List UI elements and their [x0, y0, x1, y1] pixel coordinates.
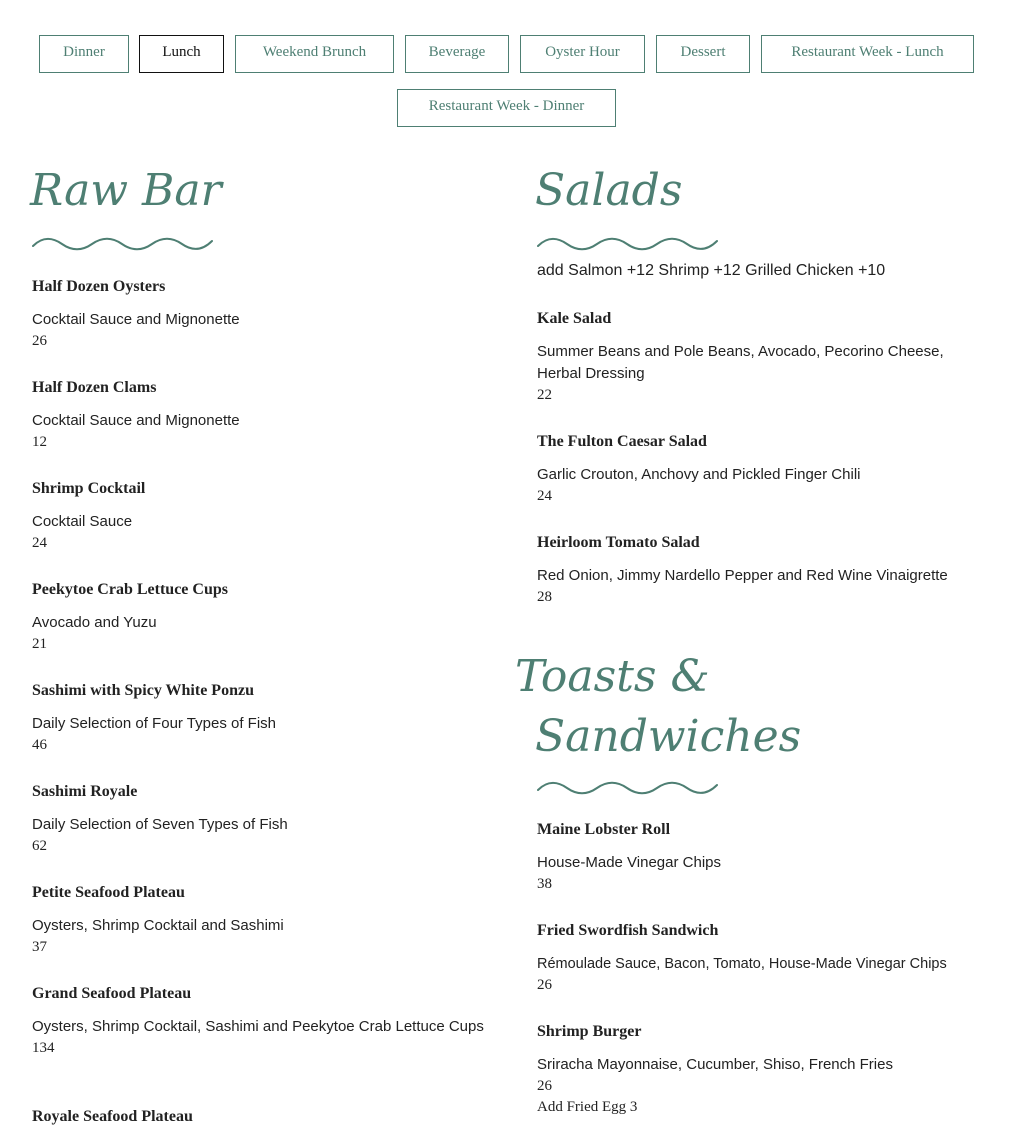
menu-item: [537, 431, 987, 506]
item-description: Red Onion, Jimmy Nardello Pepper and Red Wine Vinaigrette: [537, 567, 948, 584]
item-price: 24: [537, 488, 552, 504]
item-name: Royale Seafood Plateau: [32, 1108, 193, 1125]
item-name: The Fulton Caesar Salad: [537, 433, 707, 450]
item-price: 134: [32, 1040, 55, 1056]
menu-item: [32, 276, 492, 351]
wave-divider-icon: [537, 778, 719, 798]
menu-item: [32, 680, 492, 755]
item-price: 46: [32, 737, 47, 753]
raw-bar-heading: Raw Bar: [30, 165, 222, 216]
item-price: 22: [537, 387, 552, 403]
toasts-heading-line-2: Sandwiches: [535, 711, 802, 762]
menu-item: [537, 920, 992, 995]
tab-beverage[interactable]: Beverage: [405, 35, 509, 73]
tab-oyster-hour[interactable]: Oyster Hour: [520, 35, 645, 73]
item-price: 38: [537, 876, 552, 892]
item-price: 26: [537, 1078, 552, 1094]
tab-dessert[interactable]: Dessert: [656, 35, 750, 73]
item-add-on: Add Fried Egg 3: [537, 1099, 638, 1115]
item-name: Shrimp Cocktail: [32, 480, 146, 497]
tab-dinner[interactable]: Dinner: [39, 35, 129, 73]
tab-restaurant-week-dinner[interactable]: Restaurant Week - Dinner: [397, 89, 616, 127]
item-price: 37: [32, 939, 47, 955]
menu-item: [32, 983, 492, 1058]
item-description: Rémoulade Sauce, Bacon, Tomato, House-Made Vinegar Chips: [537, 956, 947, 972]
menu-item: [32, 478, 492, 553]
menu-item: [537, 532, 987, 607]
menu-item: [537, 819, 992, 894]
menu-item: [537, 1021, 992, 1118]
item-price: 28: [537, 589, 552, 605]
item-description: Cocktail Sauce and Mignonette: [32, 311, 240, 328]
item-name: Sashimi with Spicy White Ponzu: [32, 682, 254, 699]
item-name: Maine Lobster Roll: [537, 821, 671, 838]
toasts-heading-line-1: Toasts &: [515, 651, 710, 702]
menu-item: [32, 377, 492, 452]
tab-restaurant-week-lunch[interactable]: Restaurant Week - Lunch: [761, 35, 974, 73]
item-description: House-Made Vinegar Chips: [537, 854, 721, 871]
item-price: 26: [537, 977, 552, 993]
item-name: Heirloom Tomato Salad: [537, 534, 700, 551]
item-name: Petite Seafood Plateau: [32, 884, 185, 901]
item-price: 26: [32, 333, 47, 349]
tab-lunch[interactable]: Lunch: [139, 35, 224, 73]
item-name: Peekytoe Crab Lettuce Cups: [32, 581, 228, 598]
item-price: 21: [32, 636, 47, 652]
item-description: Avocado and Yuzu: [32, 614, 157, 631]
menu-item: [537, 308, 987, 405]
menu-item: [32, 579, 492, 654]
salads-heading: Salads: [535, 165, 683, 216]
item-description: Daily Selection of Seven Types of Fish: [32, 816, 288, 833]
tab-weekend-brunch[interactable]: Weekend Brunch: [235, 35, 394, 73]
wave-divider-icon: [537, 234, 719, 254]
item-name: Shrimp Burger: [537, 1023, 642, 1040]
item-description: Cocktail Sauce: [32, 513, 133, 530]
wave-divider-icon: [32, 234, 214, 254]
item-name: Sashimi Royale: [32, 783, 138, 800]
item-name: Fried Swordfish Sandwich: [537, 922, 719, 939]
item-name: Kale Salad: [537, 310, 612, 327]
item-description: Oysters, Shrimp Cocktail, Sashimi and Peekytoe Crab Lettuce Cups: [32, 1018, 484, 1035]
item-description: Garlic Crouton, Anchovy and Pickled Finger Chili: [537, 466, 861, 483]
item-description: Sriracha Mayonnaise, Cucumber, Shiso, French Fries: [537, 1056, 893, 1073]
item-description: Cocktail Sauce and Mignonette: [32, 412, 240, 429]
item-price: 62: [32, 838, 47, 854]
item-name: Half Dozen Clams: [32, 379, 157, 396]
salad-add-ons-note: add Salmon +12 Shrimp +12 Grilled Chicken +10: [537, 262, 886, 279]
item-price: 24: [32, 535, 47, 551]
menu-item: [32, 882, 492, 957]
item-name: Half Dozen Oysters: [32, 278, 166, 295]
item-description: Summer Beans and Pole Beans, Avocado, Pecorino Cheese, Herbal Dressing: [537, 343, 944, 382]
item-price: 12: [32, 434, 47, 450]
menu-item: [32, 781, 492, 856]
menu-item: [32, 1106, 492, 1128]
item-description: Daily Selection of Four Types of Fish: [32, 715, 276, 732]
item-description: Oysters, Shrimp Cocktail and Sashimi: [32, 917, 284, 934]
item-name: Grand Seafood Plateau: [32, 985, 192, 1002]
